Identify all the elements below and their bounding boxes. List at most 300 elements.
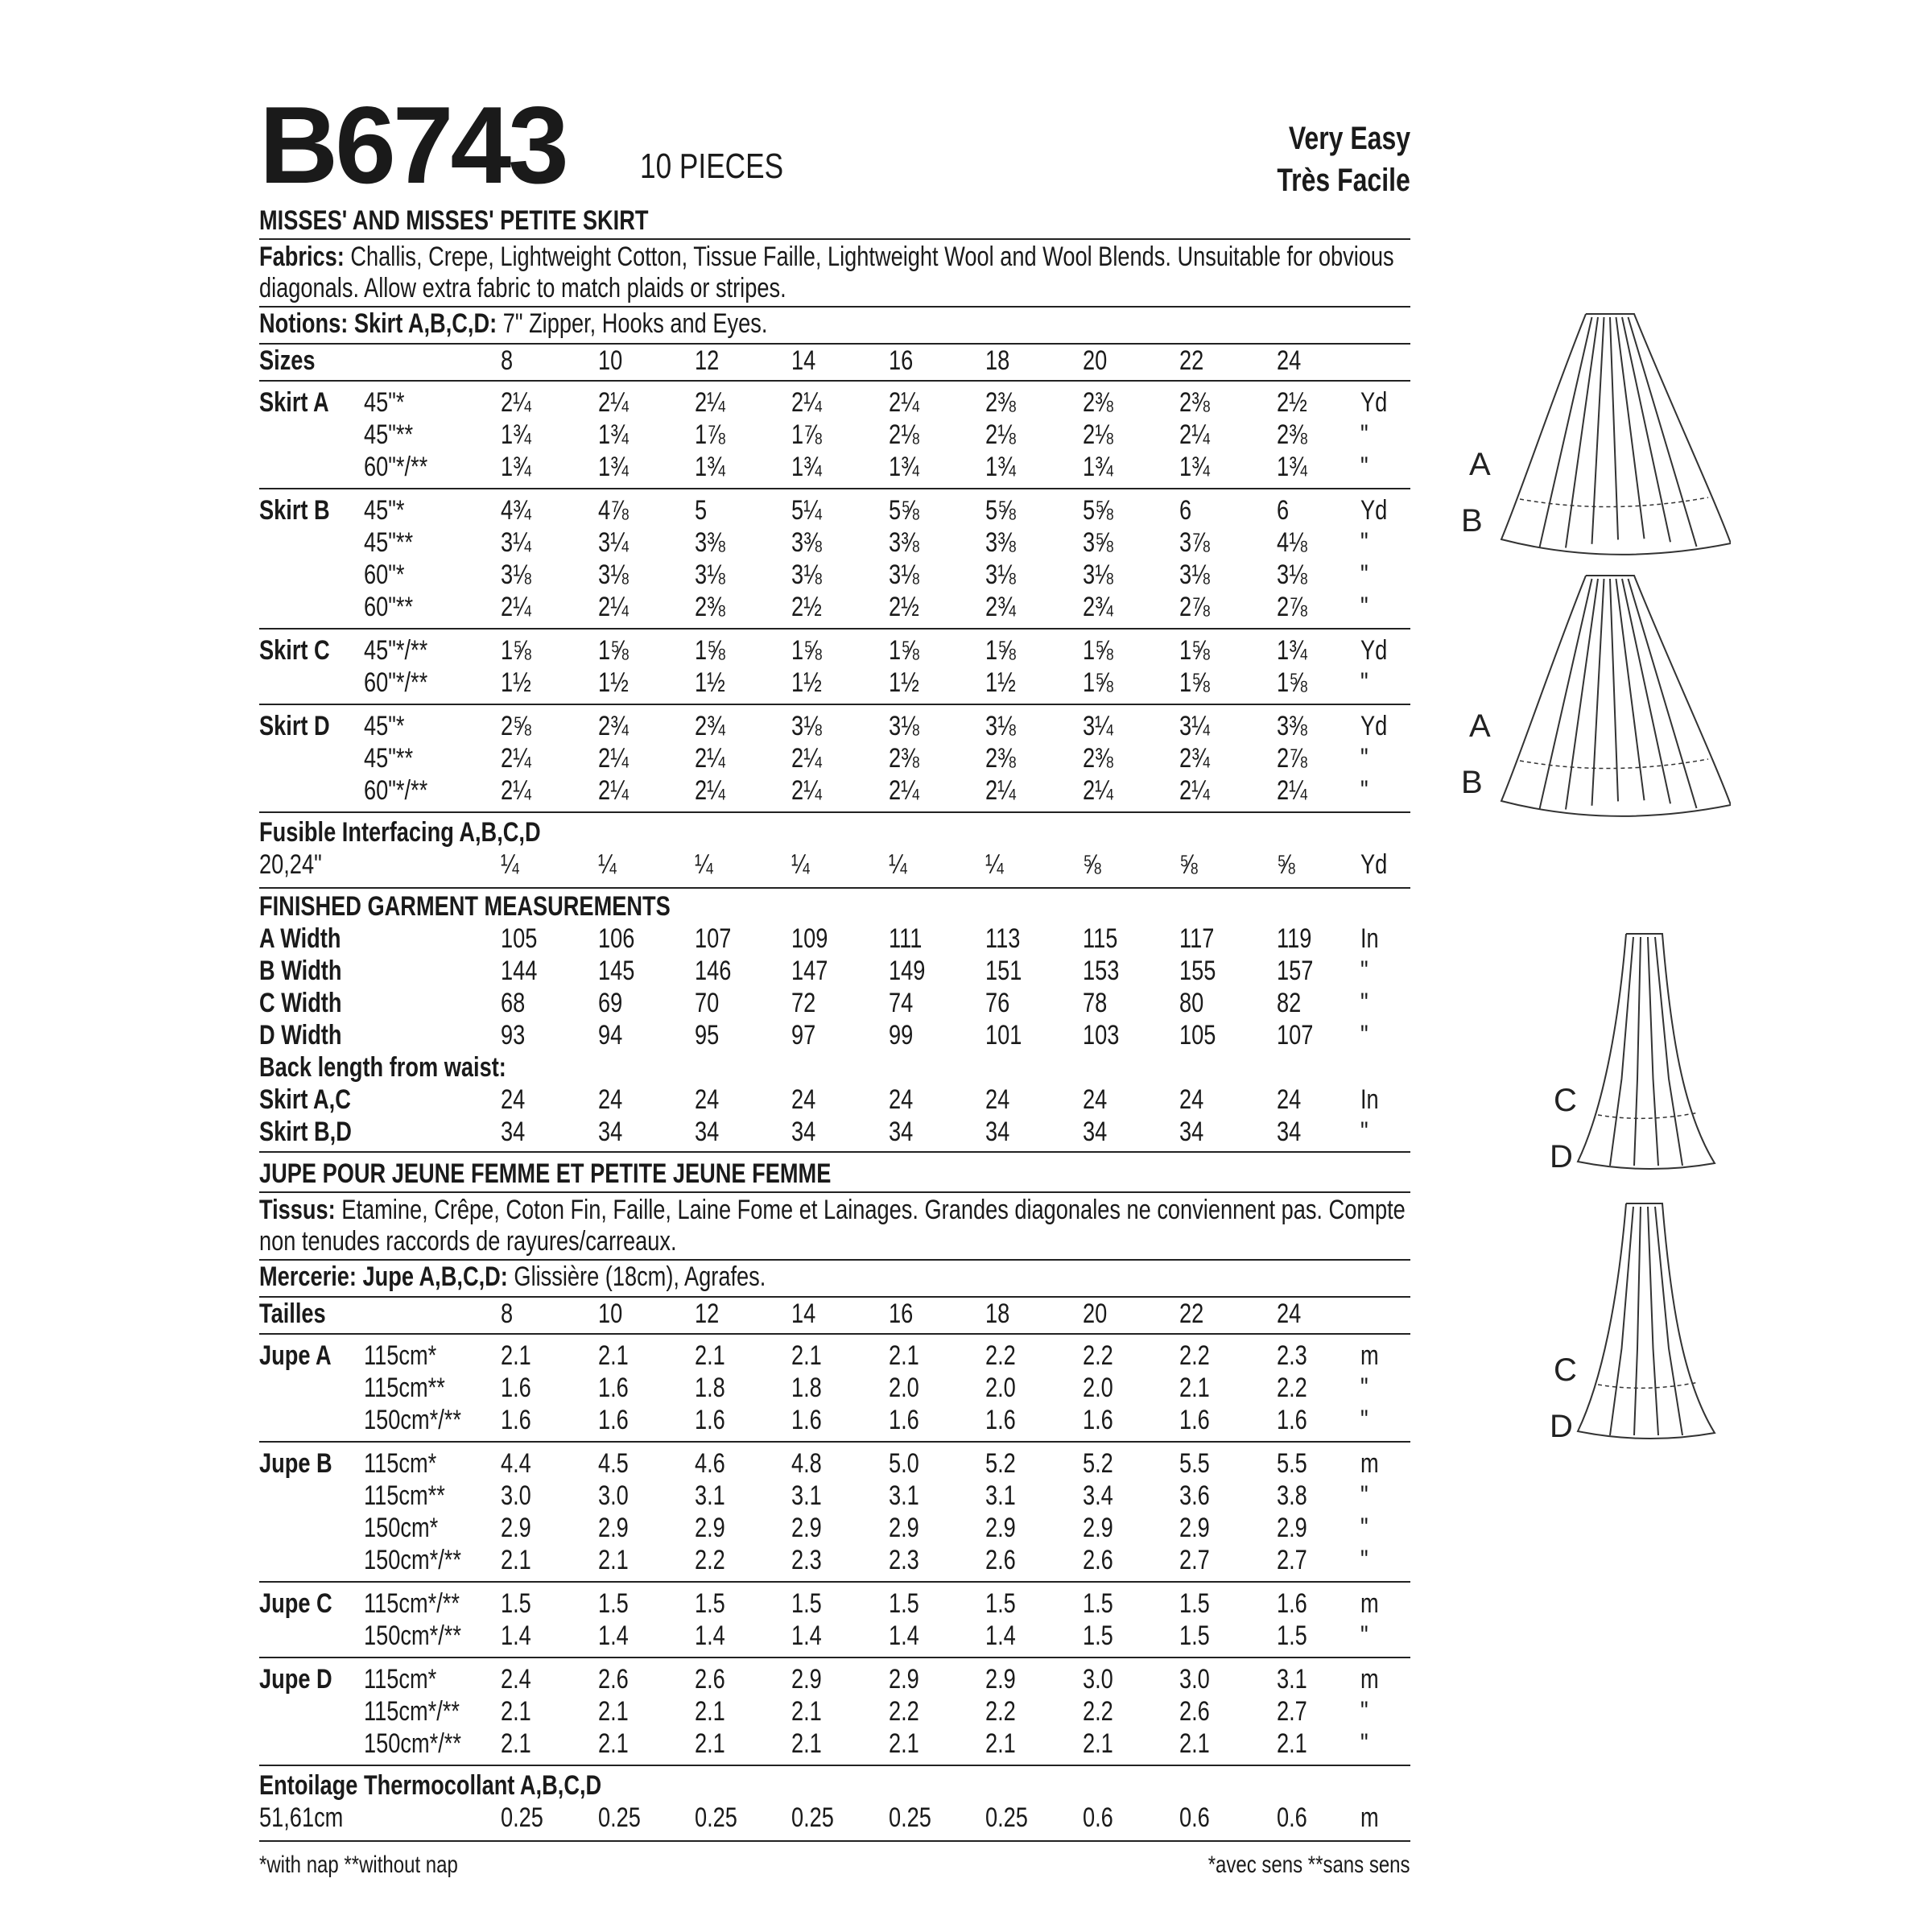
value-cell: 2¼ — [1277, 775, 1307, 806]
value-cell: 2.9 — [889, 1664, 919, 1695]
value-cell: 5⅝ — [1083, 495, 1113, 526]
value-cell: 2¼ — [695, 743, 725, 774]
fabric-width: 115cm* — [364, 1664, 437, 1695]
value-cell: 2¼ — [695, 775, 725, 806]
value-cell: 2⅜ — [985, 743, 1016, 774]
hemline-dashed — [1598, 1382, 1699, 1388]
unit-cell: Yd — [1360, 635, 1388, 666]
value-cell: 106 — [598, 923, 635, 954]
value-cell: 76 — [985, 988, 1010, 1018]
section-title: JUPE POUR JEUNE FEMME ET PETITE JEUNE FEMME — [259, 1158, 832, 1189]
value-cell: 2.9 — [1179, 1513, 1210, 1543]
fabric-width: 51,61cm — [259, 1802, 344, 1833]
value-cell: 24 — [791, 1084, 816, 1115]
value-cell: 117 — [1179, 923, 1215, 954]
value-cell: 2.1 — [598, 1340, 629, 1371]
value-cell: 0.6 — [1083, 1802, 1113, 1833]
value-cell: 3¼ — [1179, 711, 1210, 741]
value-cell: 1.5 — [501, 1588, 531, 1619]
value-cell: 6 — [1179, 495, 1192, 526]
value-cell: 2¼ — [791, 387, 822, 418]
value-cell: 2¾ — [598, 711, 629, 741]
value-cell: 2.1 — [501, 1340, 531, 1371]
value-cell: 157 — [1277, 956, 1314, 986]
value-cell: 34 — [1179, 1117, 1204, 1147]
value-cell: 3⅛ — [1277, 559, 1307, 590]
value-cell: 1½ — [889, 667, 919, 698]
value-cell: 24 — [598, 1084, 623, 1115]
value-cell: 2.1 — [1179, 1373, 1210, 1403]
value-cell: 2.1 — [791, 1340, 822, 1371]
value-cell: 68 — [501, 988, 526, 1018]
value-cell: 1.6 — [1179, 1405, 1210, 1435]
size-header: 18 — [985, 345, 1010, 376]
skirt-outline — [1655, 1207, 1682, 1435]
value-cell: 24 — [501, 1084, 526, 1115]
french-interfacing-title — [259, 1769, 1410, 1802]
value-cell: 1¾ — [695, 452, 725, 482]
value-cell: 2.2 — [695, 1545, 725, 1575]
value-cell: 1.4 — [985, 1620, 1016, 1651]
value-cell: 5.5 — [1179, 1448, 1210, 1479]
size-header: 12 — [695, 1298, 720, 1329]
footer-nap-en: *with nap **without nap — [259, 1852, 458, 1878]
size-header: 18 — [985, 1298, 1010, 1329]
skirt-outline — [1629, 317, 1697, 547]
value-cell: 2¼ — [501, 743, 531, 774]
value-cell: 2.1 — [501, 1696, 531, 1727]
value-cell: 2.7 — [1179, 1545, 1210, 1575]
value-cell: 2.9 — [985, 1513, 1016, 1543]
value-cell: 34 — [1083, 1117, 1108, 1147]
value-cell: 2½ — [1277, 387, 1307, 418]
size-header: 22 — [1179, 345, 1204, 376]
value-cell: 34 — [501, 1117, 526, 1147]
unit-cell: " — [1360, 1480, 1368, 1511]
measurement-row — [259, 1019, 1410, 1051]
rule — [259, 704, 1410, 705]
value-cell: 34 — [695, 1117, 720, 1147]
value-cell: 3⅛ — [985, 559, 1016, 590]
value-cell: 72 — [791, 988, 816, 1018]
interfacing-label: Entoilage Thermocollant A,B,C,D — [259, 1770, 602, 1801]
french-sizes-header — [259, 1298, 1410, 1330]
value-cell: 1½ — [598, 667, 629, 698]
skirt-outline — [1616, 317, 1645, 539]
value-cell: 2⅞ — [1277, 592, 1307, 622]
value-cell: 146 — [695, 956, 732, 986]
value-cell: 97 — [791, 1020, 816, 1051]
size-header: 20 — [1083, 345, 1108, 376]
value-cell: 1.6 — [598, 1373, 629, 1403]
value-cell: 1.5 — [1083, 1620, 1113, 1651]
rule — [259, 1581, 1410, 1583]
value-cell: 1.8 — [695, 1373, 725, 1403]
row-label: B Width — [259, 956, 342, 986]
unit-cell: " — [1360, 1020, 1368, 1051]
value-cell: 1.4 — [889, 1620, 919, 1651]
hemline-dashed — [1598, 1113, 1699, 1118]
value-cell: 3⅜ — [695, 527, 725, 558]
value-cell: 1.5 — [1179, 1588, 1210, 1619]
fabric-width: 45"* — [364, 495, 405, 526]
fabric-width: 115cm** — [364, 1480, 445, 1511]
skirt-outline — [1610, 1207, 1633, 1435]
value-cell: 3.0 — [598, 1480, 629, 1511]
value-cell: 1.6 — [501, 1373, 531, 1403]
row-label: Skirt B,D — [259, 1117, 352, 1147]
section-title: MISSES' AND MISSES' PETITE SKIRT — [259, 205, 649, 236]
unit-cell: " — [1360, 1696, 1368, 1727]
yardage-row — [259, 1512, 1410, 1544]
skirt-outline — [1610, 937, 1633, 1166]
value-cell: 1.6 — [501, 1405, 531, 1435]
value-cell: 149 — [889, 956, 926, 986]
english-fabrics-label: Fabrics: — [259, 242, 345, 272]
value-cell: 2¼ — [598, 592, 629, 622]
rule — [259, 380, 1410, 382]
value-cell: 3⅜ — [889, 527, 919, 558]
value-cell: 5.2 — [985, 1448, 1016, 1479]
fabric-width: 45"*/** — [364, 635, 428, 666]
french-notions — [259, 1261, 1410, 1293]
yardage-row — [259, 494, 1410, 526]
value-cell: ⅝ — [1277, 849, 1295, 880]
unit-cell: m — [1360, 1340, 1379, 1371]
sizes-label: Tailles — [259, 1298, 326, 1329]
notions — [259, 308, 894, 340]
unit-cell: m — [1360, 1802, 1379, 1833]
value-cell: 3.1 — [985, 1480, 1016, 1511]
fabric-width: 115cm** — [364, 1373, 445, 1403]
value-cell: 2.3 — [889, 1545, 919, 1575]
value-cell: 2.6 — [985, 1545, 1016, 1575]
value-cell: 1¾ — [791, 452, 822, 482]
value-cell: 2.2 — [985, 1340, 1016, 1371]
rule — [259, 628, 1410, 630]
value-cell: 1⅞ — [695, 419, 725, 450]
value-cell: 2.2 — [1277, 1373, 1307, 1403]
value-cell: 0.25 — [695, 1802, 737, 1833]
english-notions — [259, 308, 1410, 340]
value-cell: 4.8 — [791, 1448, 822, 1479]
value-cell: 1¾ — [1179, 452, 1210, 482]
view-label: A — [1469, 708, 1491, 744]
value-cell: 145 — [598, 956, 635, 986]
skirt-outline — [1501, 314, 1731, 555]
value-cell: 2⅜ — [1083, 387, 1113, 418]
value-cell: 24 — [889, 1084, 914, 1115]
rule — [259, 1333, 1410, 1335]
value-cell: ¼ — [889, 849, 907, 880]
size-header: 24 — [1277, 345, 1302, 376]
notions-label: Notions: Skirt A,B,C,D: — [259, 308, 497, 339]
value-cell: 1.5 — [791, 1588, 822, 1619]
row-label: D Width — [259, 1020, 342, 1051]
view-label: B — [1461, 765, 1483, 800]
row-label: Skirt B — [259, 495, 330, 526]
rule — [259, 238, 1410, 240]
value-cell: ⅝ — [1179, 849, 1198, 880]
value-cell: 2.1 — [1179, 1728, 1210, 1759]
value-cell: 0.25 — [985, 1802, 1028, 1833]
footer-nap-fr: *avec sens **sans sens — [1208, 1852, 1410, 1878]
pattern-code: B6743 — [259, 84, 566, 206]
value-cell: 3¼ — [598, 527, 629, 558]
yardage-row — [259, 1447, 1410, 1480]
value-cell: 2.1 — [598, 1728, 629, 1759]
english-fabrics — [259, 242, 1412, 304]
value-cell: 2⅜ — [985, 387, 1016, 418]
unit-cell: " — [1360, 1545, 1368, 1575]
value-cell: ¼ — [985, 849, 1004, 880]
value-cell: 1.5 — [695, 1588, 725, 1619]
value-cell: 1½ — [501, 667, 531, 698]
value-cell: 34 — [598, 1117, 623, 1147]
value-cell: 2.0 — [889, 1373, 919, 1403]
unit-cell: " — [1360, 559, 1368, 590]
value-cell: 3.0 — [1083, 1664, 1113, 1695]
value-cell: 69 — [598, 988, 623, 1018]
fabric-width: 60"*/** — [364, 775, 428, 806]
value-cell: 2.2 — [1083, 1340, 1113, 1371]
value-cell: 3.8 — [1277, 1480, 1307, 1511]
value-cell: 2⅛ — [1083, 419, 1113, 450]
back-length-row — [259, 1116, 1410, 1148]
unit-cell: " — [1360, 988, 1368, 1018]
value-cell: 1⅝ — [889, 635, 919, 666]
value-cell: 2.3 — [791, 1545, 822, 1575]
measurement-row — [259, 987, 1410, 1019]
yardage-row — [259, 1728, 1410, 1760]
difficulty-fr: Très Facile — [1277, 163, 1410, 198]
view-label: B — [1461, 503, 1483, 539]
value-cell: 2.9 — [598, 1513, 629, 1543]
value-cell: 2¼ — [1179, 775, 1210, 806]
value-cell: 1.6 — [791, 1405, 822, 1435]
value-cell: 1¾ — [1083, 452, 1113, 482]
value-cell: 2.0 — [985, 1373, 1016, 1403]
yardage-row — [259, 1372, 1410, 1404]
value-cell: 5.2 — [1083, 1448, 1113, 1479]
value-cell: 2.6 — [598, 1664, 629, 1695]
value-cell: 2¼ — [791, 743, 822, 774]
value-cell: 3⅛ — [791, 711, 822, 741]
back-length-row — [259, 1084, 1410, 1116]
english-interfacing-title — [259, 816, 1410, 848]
value-cell: 2¼ — [1083, 775, 1113, 806]
yardage-row — [259, 1404, 1410, 1436]
value-cell: 2¼ — [695, 387, 725, 418]
yardage-row — [259, 559, 1410, 591]
value-cell: 2¼ — [889, 387, 919, 418]
unit-cell: m — [1360, 1588, 1379, 1619]
value-cell: 2.1 — [791, 1696, 822, 1727]
value-cell: 3.1 — [1277, 1664, 1307, 1695]
value-cell: 1.6 — [598, 1405, 629, 1435]
value-cell: 0.25 — [889, 1802, 931, 1833]
back-length-title — [259, 1051, 1410, 1084]
value-cell: 3.1 — [889, 1480, 919, 1511]
value-cell: 2.0 — [1083, 1373, 1113, 1403]
value-cell: 5⅝ — [889, 495, 919, 526]
value-cell: 78 — [1083, 988, 1108, 1018]
value-cell: 0.25 — [598, 1802, 641, 1833]
fabric-width: 150cm*/** — [364, 1728, 461, 1759]
skirt-outline — [1501, 576, 1731, 816]
skirt-outline — [1648, 1207, 1658, 1435]
value-cell: 3⅛ — [1179, 559, 1210, 590]
row-label: C Width — [259, 988, 342, 1018]
value-cell: 2.6 — [695, 1664, 725, 1695]
value-cell: 0.25 — [791, 1802, 834, 1833]
value-cell: 2⅞ — [1179, 592, 1210, 622]
english-sizes-header — [259, 345, 1410, 377]
value-cell: 24 — [985, 1084, 1010, 1115]
value-cell: 4.4 — [501, 1448, 531, 1479]
row-label: Jupe C — [259, 1588, 332, 1619]
value-cell: 1¾ — [1277, 452, 1307, 482]
back-length-label: Back length from waist: — [259, 1052, 506, 1083]
value-cell: ¼ — [501, 849, 519, 880]
value-cell: 82 — [1277, 988, 1302, 1018]
value-cell: 1⅝ — [695, 635, 725, 666]
rule — [259, 1151, 1410, 1153]
fabric-width: 45"** — [364, 527, 414, 558]
value-cell: 34 — [985, 1117, 1010, 1147]
fabric-width: 20,24" — [259, 849, 322, 880]
skirt-outline — [1616, 579, 1645, 800]
value-cell: 2.6 — [1179, 1696, 1210, 1727]
value-cell: 1.4 — [501, 1620, 531, 1651]
fabric-width: 60"*/** — [364, 667, 428, 698]
value-cell: 1.5 — [889, 1588, 919, 1619]
value-cell: 3⅛ — [791, 559, 822, 590]
row-label: Skirt A,C — [259, 1084, 351, 1115]
view-label: C — [1554, 1083, 1577, 1118]
value-cell: 3.4 — [1083, 1480, 1113, 1511]
value-cell: 3⅞ — [1179, 527, 1210, 558]
value-cell: 2¼ — [598, 743, 629, 774]
value-cell: 5.5 — [1277, 1448, 1307, 1479]
unit-cell: " — [1360, 1373, 1368, 1403]
value-cell: 1.5 — [598, 1588, 629, 1619]
value-cell: 107 — [1277, 1020, 1314, 1051]
value-cell: 1⅝ — [985, 635, 1016, 666]
rule — [259, 1441, 1410, 1443]
value-cell: 2.9 — [889, 1513, 919, 1543]
unit-cell: Yd — [1360, 387, 1388, 418]
value-cell: 1.6 — [1277, 1405, 1307, 1435]
size-header: 22 — [1179, 1298, 1204, 1329]
value-cell: 2.2 — [1083, 1696, 1113, 1727]
pieces-count: 10 PIECES — [640, 147, 784, 186]
value-cell: 2¼ — [1179, 419, 1210, 450]
french-fabrics-label: Tissus: — [259, 1195, 336, 1225]
french-title — [259, 1158, 1410, 1190]
value-cell: 0.6 — [1277, 1802, 1307, 1833]
row-label: Jupe B — [259, 1448, 332, 1479]
value-cell: 2¼ — [501, 387, 531, 418]
yardage-row — [259, 1695, 1410, 1728]
fabric-width: 45"** — [364, 743, 414, 774]
value-cell: 5.0 — [889, 1448, 919, 1479]
value-cell: 2⅜ — [1277, 419, 1307, 450]
difficulty-en: Very Easy — [1288, 121, 1410, 156]
value-cell: 3⅛ — [889, 559, 919, 590]
value-cell: 24 — [695, 1084, 720, 1115]
notions-text: Glissière (18cm), Agrafes. — [514, 1261, 766, 1292]
notions — [259, 1261, 893, 1293]
value-cell: 2⅜ — [889, 743, 919, 774]
fabric-width: 150cm*/** — [364, 1620, 461, 1651]
value-cell: 2.1 — [889, 1728, 919, 1759]
value-cell: 2⅛ — [985, 419, 1016, 450]
value-cell: 2.9 — [791, 1513, 822, 1543]
value-cell: 2.9 — [695, 1513, 725, 1543]
value-cell: 105 — [1179, 1020, 1216, 1051]
value-cell: 34 — [791, 1117, 816, 1147]
value-cell: 24 — [1083, 1084, 1108, 1115]
value-cell: 94 — [598, 1020, 623, 1051]
unit-cell: " — [1360, 592, 1368, 622]
value-cell: 2¼ — [598, 775, 629, 806]
value-cell: 1.6 — [1083, 1405, 1113, 1435]
fabric-width: 115cm*/** — [364, 1696, 460, 1727]
english-title — [259, 204, 1410, 237]
fabric-width: 60"* — [364, 559, 405, 590]
value-cell: 1⅝ — [1083, 667, 1113, 698]
value-cell: 113 — [985, 923, 1021, 954]
value-cell: 74 — [889, 988, 914, 1018]
skirt-outline — [1655, 937, 1682, 1166]
skirt-illustrations — [1425, 298, 1731, 1465]
value-cell: ¼ — [695, 849, 713, 880]
value-cell: 1¾ — [501, 452, 531, 482]
fabric-width: 45"* — [364, 387, 405, 418]
yardage-row — [259, 1663, 1410, 1695]
value-cell: 1¾ — [985, 452, 1016, 482]
value-cell: 1.4 — [695, 1620, 725, 1651]
value-cell: 1⅝ — [1179, 667, 1210, 698]
value-cell: 1¾ — [1277, 635, 1307, 666]
unit-cell: " — [1360, 667, 1368, 698]
unit-cell: " — [1360, 743, 1368, 774]
row-label: A Width — [259, 923, 341, 954]
row-label: Skirt A — [259, 387, 329, 418]
value-cell: 1.5 — [985, 1588, 1016, 1619]
value-cell: 2.1 — [889, 1340, 919, 1371]
value-cell: 2.7 — [1277, 1696, 1307, 1727]
value-cell: 1.8 — [791, 1373, 822, 1403]
value-cell: 147 — [791, 956, 828, 986]
yardage-row — [259, 710, 1410, 742]
row-label: Jupe A — [259, 1340, 332, 1371]
value-cell: 1.6 — [889, 1405, 919, 1435]
skirt-outline — [1578, 1203, 1715, 1439]
value-cell: 3⅜ — [1277, 711, 1307, 741]
value-cell: 151 — [985, 956, 1022, 986]
value-cell: 80 — [1179, 988, 1204, 1018]
fabric-width: 60"** — [364, 592, 414, 622]
french-interfacing-row — [259, 1802, 1410, 1834]
value-cell: 3⅜ — [791, 527, 822, 558]
header — [259, 84, 1410, 217]
value-cell: 2½ — [791, 592, 822, 622]
unit-cell: m — [1360, 1448, 1379, 1479]
value-cell: 2.1 — [501, 1728, 531, 1759]
value-cell: ¼ — [791, 849, 810, 880]
